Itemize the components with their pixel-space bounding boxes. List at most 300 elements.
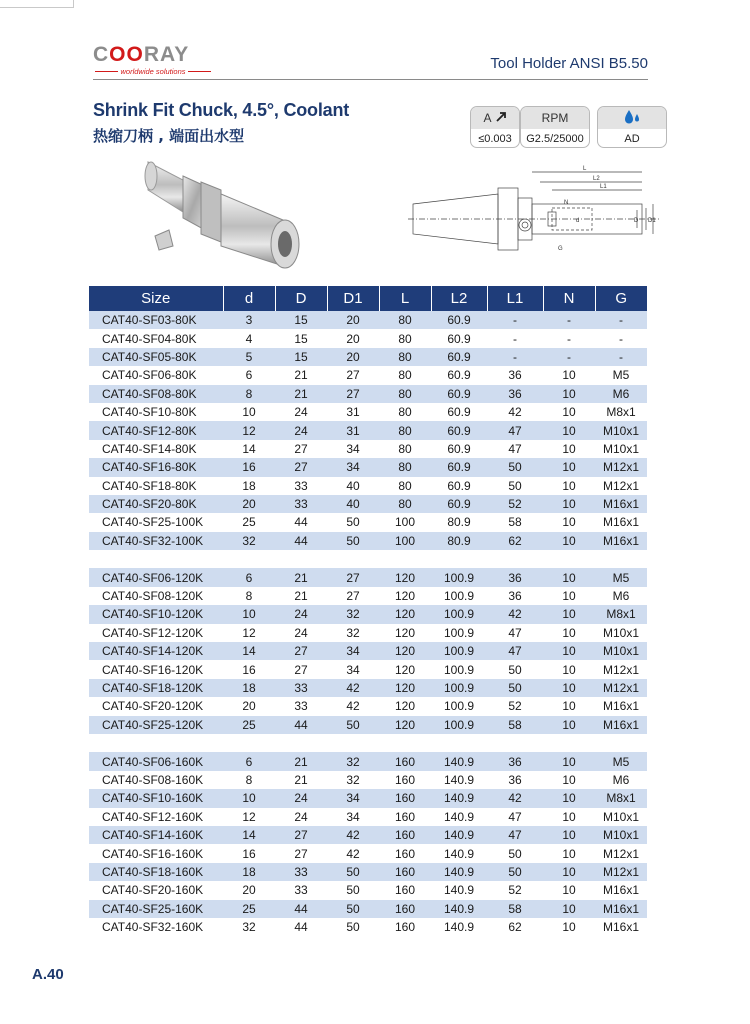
table-cell: CAT40-SF25-100K — [102, 515, 204, 530]
table-cell: 47 — [487, 421, 543, 439]
table-cell: 80 — [398, 405, 412, 420]
table-cell: 50 — [487, 679, 543, 697]
spec-coolant: AD — [597, 106, 667, 148]
table-cell: 34 — [327, 642, 379, 660]
header-divider — [93, 79, 648, 80]
table-cell: 140.9 — [431, 826, 487, 844]
table-cell: M5 — [612, 368, 630, 383]
table-cell: 80 — [398, 331, 412, 346]
table-cell: 60.9 — [431, 385, 487, 403]
table-cell: 34 — [346, 662, 360, 677]
table-cell: CAT40-SF25-160K — [89, 900, 223, 918]
table-cell: CAT40-SF10-80K — [102, 405, 197, 420]
logo-tagline: worldwide solutions — [93, 67, 213, 76]
table-cell: 80 — [379, 348, 431, 366]
table-cell: 20 — [223, 495, 275, 513]
table-cell: 10 — [562, 405, 576, 420]
table-cell: 31 — [327, 421, 379, 439]
table-cell: 10 — [543, 532, 595, 550]
table-cell: 10 — [562, 809, 576, 824]
table-cell: 10 — [543, 789, 595, 807]
table-cell: M16x1 — [595, 900, 647, 918]
table-cell: 160 — [379, 900, 431, 918]
table-cell: M5 — [595, 568, 647, 586]
table-cell: 44 — [275, 532, 327, 550]
table-cell: 80 — [379, 311, 431, 329]
table-cell: CAT40-SF04-80K — [102, 331, 197, 346]
table-cell: 18 — [223, 679, 275, 697]
table-cell: M10x1 — [595, 642, 647, 660]
table-cell: 60.9 — [447, 368, 471, 383]
table-cell: 50 — [508, 662, 522, 677]
logo-wordmark: COORAY — [93, 43, 190, 66]
table-cell: 140.9 — [431, 752, 487, 770]
table-cell: 80.9 — [447, 515, 471, 530]
table-cell: 6 — [245, 368, 253, 383]
table-cell: M16x1 — [602, 920, 640, 935]
table-cell: M16x1 — [602, 883, 640, 898]
table-cell: 50 — [346, 920, 360, 935]
table-cell: 16 — [223, 458, 275, 476]
table-row — [89, 808, 647, 826]
table-cell: CAT40-SF08-80K — [89, 385, 223, 403]
table-cell: 80 — [379, 458, 431, 476]
table-cell: 80 — [379, 421, 431, 439]
table-cell: 21 — [275, 385, 327, 403]
table-cell: CAT40-SF20-160K — [102, 883, 204, 898]
table-row — [89, 385, 647, 403]
table-cell: 14 — [223, 642, 275, 660]
table-cell: 10 — [242, 405, 256, 420]
table-cell: 42 — [487, 789, 543, 807]
table-cell: 15 — [275, 311, 327, 329]
table-cell: 27 — [294, 662, 308, 677]
table-cell: 120 — [379, 568, 431, 586]
table-cell: M10x1 — [602, 441, 640, 456]
table-row — [89, 348, 647, 366]
table-row — [89, 863, 647, 881]
table-cell: - — [513, 331, 517, 346]
table-row — [89, 568, 647, 586]
table-cell: 140.9 — [443, 809, 475, 824]
table-cell: 10 — [562, 478, 576, 493]
table-cell: 80 — [398, 441, 412, 456]
table-row — [89, 587, 647, 605]
table-cell: 10 — [562, 441, 576, 456]
table-cell: 24 — [275, 605, 327, 623]
table-cell: 24 — [294, 625, 308, 640]
table-cell: 10 — [543, 605, 595, 623]
table-cell: 140.9 — [443, 772, 475, 787]
table-cell: 21 — [294, 368, 308, 383]
table-cell: 120 — [379, 605, 431, 623]
table-cell: 20 — [242, 883, 256, 898]
table-cell: 80 — [379, 495, 431, 513]
table-cell: 120 — [394, 662, 416, 677]
table-cell: M12x1 — [602, 478, 640, 493]
table-cell: 80 — [398, 478, 412, 493]
table-cell: M12x1 — [595, 679, 647, 697]
table-cell: - — [543, 348, 595, 366]
table-cell: 33 — [275, 495, 327, 513]
table-cell: 60.9 — [447, 331, 471, 346]
table-cell: 27 — [327, 568, 379, 586]
table-cell: 34 — [327, 789, 379, 807]
table-cell: 34 — [327, 458, 379, 476]
table-cell: M8x1 — [595, 789, 647, 807]
table-cell: 10 — [562, 515, 576, 530]
table-cell: 100.9 — [443, 699, 475, 714]
table-cell: 10 — [543, 752, 595, 770]
table-cell: 33 — [294, 478, 308, 493]
table-cell: M6 — [595, 385, 647, 403]
col-header-D: D — [275, 286, 327, 311]
table-cell: M10x1 — [602, 625, 640, 640]
table-row — [89, 900, 647, 918]
table-cell: M16x1 — [595, 495, 647, 513]
table-cell: M16x1 — [595, 716, 647, 734]
table-header-row — [89, 286, 647, 311]
table-row — [89, 403, 647, 421]
table-cell: 140.9 — [443, 883, 475, 898]
table-row — [89, 366, 647, 384]
runout-arrow-icon — [495, 111, 507, 126]
table-cell: 10 — [562, 368, 576, 383]
table-cell: 32 — [223, 532, 275, 550]
table-cell: CAT40-SF14-80K — [102, 441, 197, 456]
spacer-cell — [89, 550, 647, 568]
table-cell: 27 — [275, 826, 327, 844]
table-cell: 160 — [394, 809, 416, 824]
table-cell: 52 — [508, 699, 522, 714]
table-cell: CAT40-SF08-120K — [102, 589, 204, 604]
table-cell: 60.9 — [447, 478, 471, 493]
coolant-drops-icon — [622, 109, 642, 128]
table-cell: 8 — [223, 385, 275, 403]
table-cell: 10 — [543, 900, 595, 918]
table-cell: M6 — [612, 589, 630, 604]
table-row — [89, 881, 647, 899]
table-cell: - — [619, 331, 623, 346]
table-cell: 80.9 — [431, 532, 487, 550]
table-cell: 100.9 — [443, 625, 475, 640]
table-row — [89, 477, 647, 495]
table-cell: 100.9 — [431, 568, 487, 586]
table-cell: 160 — [379, 826, 431, 844]
col-header-d: d — [223, 286, 275, 311]
table-row — [89, 329, 647, 347]
table-cell: CAT40-SF06-80K — [102, 368, 197, 383]
table-cell: CAT40-SF20-120K — [102, 699, 204, 714]
document-title: Tool Holder ANSI B5.50 — [490, 55, 648, 72]
table-row — [89, 918, 647, 936]
drawing-label-D: D — [634, 218, 639, 224]
table-cell: 15 — [294, 331, 308, 346]
table-cell: M10x1 — [602, 809, 640, 824]
table-cell: 16 — [242, 662, 256, 677]
table-cell: 100.9 — [443, 589, 475, 604]
table-cell: 160 — [394, 772, 416, 787]
table-cell: 10 — [223, 789, 275, 807]
table-cell: CAT40-SF16-80K — [89, 458, 223, 476]
table-cell: - — [487, 348, 543, 366]
table-cell: 24 — [294, 809, 308, 824]
table-row — [89, 421, 647, 439]
table-cell: M12x1 — [595, 863, 647, 881]
table-cell: 44 — [294, 515, 308, 530]
table-cell: 100.9 — [443, 662, 475, 677]
table-cell: - — [543, 311, 595, 329]
table-cell: CAT40-SF20-80K — [89, 495, 223, 513]
table-cell: CAT40-SF25-120K — [89, 716, 223, 734]
table-cell: 36 — [508, 368, 522, 383]
table-row — [89, 844, 647, 862]
col-header-L: L — [379, 286, 431, 311]
table-row — [89, 716, 647, 734]
table-cell: 50 — [508, 846, 522, 861]
table-cell: - — [595, 348, 647, 366]
table-cell: M8x1 — [606, 405, 636, 420]
table-cell: 10 — [562, 625, 576, 640]
table-cell: 10 — [562, 589, 576, 604]
table-cell: CAT40-SF16-160K — [102, 846, 204, 861]
table-cell: 40 — [327, 495, 379, 513]
table-cell: 100.9 — [431, 605, 487, 623]
table-cell: 6 — [223, 752, 275, 770]
col-header-N: N — [543, 286, 595, 311]
table-cell: 60.9 — [447, 441, 471, 456]
table-cell: 10 — [562, 920, 576, 935]
table-cell: 24 — [294, 405, 308, 420]
table-cell: - — [567, 331, 571, 346]
drawing-label-N: N — [564, 200, 569, 206]
table-row — [89, 624, 647, 642]
table-row — [89, 458, 647, 476]
table-cell: 80 — [398, 368, 412, 383]
table-cell: 8 — [245, 772, 253, 787]
table-cell: 36 — [487, 568, 543, 586]
table-cell: 14 — [223, 826, 275, 844]
table-cell: CAT40-SF32-160K — [102, 920, 204, 935]
col-header-L1: L1 — [487, 286, 543, 311]
table-cell: 20 — [346, 331, 360, 346]
table-cell: 10 — [543, 863, 595, 881]
table-cell: - — [595, 311, 647, 329]
table-cell: CAT40-SF05-80K — [89, 348, 223, 366]
table-cell: M16x1 — [602, 515, 640, 530]
table-cell: 50 — [327, 900, 379, 918]
table-cell: 27 — [346, 589, 360, 604]
table-cell: 10 — [562, 772, 576, 787]
group-spacer-row — [89, 550, 647, 568]
table-cell: 36 — [508, 589, 522, 604]
table-cell: 100 — [394, 515, 416, 530]
table-cell: CAT40-SF18-160K — [89, 863, 223, 881]
table-cell: 42 — [327, 826, 379, 844]
table-cell: 24 — [275, 789, 327, 807]
table-cell: 120 — [394, 589, 416, 604]
table-cell: 120 — [394, 699, 416, 714]
table-body — [89, 311, 647, 936]
table-cell: 32 — [346, 625, 360, 640]
table-cell: M12x1 — [602, 662, 640, 677]
table-cell: 32 — [242, 920, 256, 935]
table-cell: 14 — [242, 441, 256, 456]
table-row — [89, 826, 647, 844]
table-cell: 36 — [487, 752, 543, 770]
table-cell: CAT40-SF16-120K — [102, 662, 204, 677]
spec-table — [89, 286, 647, 936]
table-cell: CAT40-SF06-120K — [89, 568, 223, 586]
drawing-label-L2: L2 — [593, 176, 600, 182]
table-cell: 62 — [487, 532, 543, 550]
table-cell: 44 — [275, 900, 327, 918]
table-cell: 10 — [543, 421, 595, 439]
table-cell: 27 — [275, 642, 327, 660]
table-row — [89, 660, 647, 678]
product-photo — [143, 150, 313, 278]
table-cell: 140.9 — [431, 789, 487, 807]
table-row — [89, 311, 647, 329]
technical-drawing — [408, 160, 660, 278]
table-cell: 44 — [275, 716, 327, 734]
table-cell: 58 — [487, 900, 543, 918]
table-cell: 10 — [562, 846, 576, 861]
table-cell: 10 — [543, 826, 595, 844]
table-cell: 36 — [508, 772, 522, 787]
table-cell: 21 — [275, 568, 327, 586]
table-cell: 12 — [242, 625, 256, 640]
table-cell: 20 — [327, 311, 379, 329]
table-cell: 10 — [562, 883, 576, 898]
table-cell: 100.9 — [431, 679, 487, 697]
col-header-size: Size — [89, 286, 223, 311]
table-cell: 120 — [379, 642, 431, 660]
table-cell: 10 — [543, 495, 595, 513]
table-cell: 12 — [242, 809, 256, 824]
table-cell: 160 — [394, 883, 416, 898]
table-cell: 47 — [487, 826, 543, 844]
table-cell: 18 — [223, 863, 275, 881]
table-cell: 120 — [379, 679, 431, 697]
table-cell: 60.9 — [431, 311, 487, 329]
table-cell: 34 — [346, 809, 360, 824]
table-cell: 27 — [294, 441, 308, 456]
table-cell: 24 — [275, 421, 327, 439]
table-cell: 50 — [327, 532, 379, 550]
table-cell: 12 — [223, 421, 275, 439]
table-cell: 4 — [245, 331, 253, 346]
table-cell: 50 — [487, 458, 543, 476]
table-cell: 44 — [294, 920, 308, 935]
table-cell: 25 — [242, 515, 256, 530]
table-cell: 140.9 — [443, 846, 475, 861]
table-cell: 21 — [294, 589, 308, 604]
table-row — [89, 789, 647, 807]
table-cell: 10 — [543, 716, 595, 734]
spacer-cell — [89, 734, 647, 752]
product-title: Shrink Fit Chuck, 4.5°, Coolant — [93, 100, 350, 120]
table-cell: 47 — [508, 625, 522, 640]
page-number: A.40 — [32, 966, 64, 983]
table-cell: 10 — [562, 662, 576, 677]
table-cell: 33 — [294, 883, 308, 898]
table-row — [89, 697, 647, 715]
table-cell: 160 — [394, 846, 416, 861]
table-cell: 16 — [242, 846, 256, 861]
table-cell: 50 — [327, 716, 379, 734]
table-cell: 6 — [223, 568, 275, 586]
table-cell: 20 — [242, 699, 256, 714]
table-cell: 40 — [346, 478, 360, 493]
table-cell: CAT40-SF10-120K — [89, 605, 223, 623]
table-cell: 58 — [487, 716, 543, 734]
table-cell: 33 — [275, 679, 327, 697]
table-cell: 42 — [508, 405, 522, 420]
corner-tab — [0, 0, 74, 8]
table-cell: 47 — [508, 809, 522, 824]
table-cell: M10x1 — [595, 421, 647, 439]
table-cell: 60.9 — [447, 405, 471, 420]
drawing-label-G: G — [558, 246, 563, 252]
table-cell: 10 — [543, 679, 595, 697]
table-cell: 27 — [294, 846, 308, 861]
table-cell: M16x1 — [595, 532, 647, 550]
table-cell: 10 — [543, 642, 595, 660]
table-row — [89, 752, 647, 770]
table-cell: 120 — [394, 625, 416, 640]
table-cell: 47 — [487, 642, 543, 660]
table-cell: M10x1 — [595, 826, 647, 844]
table-cell: M12x1 — [595, 458, 647, 476]
table-cell: 5 — [223, 348, 275, 366]
table-cell: 10 — [223, 605, 275, 623]
table-cell: 32 — [346, 772, 360, 787]
table-cell: 62 — [508, 920, 522, 935]
drawing-label-L1: L1 — [600, 184, 607, 190]
table-cell: 160 — [379, 789, 431, 807]
table-cell: 33 — [275, 863, 327, 881]
table-row — [89, 532, 647, 550]
table-cell: 25 — [223, 716, 275, 734]
table-cell: CAT40-SF32-100K — [89, 532, 223, 550]
table-row — [89, 679, 647, 697]
spec-runout: A ≤0.003 — [470, 106, 520, 148]
table-cell: 100.9 — [431, 716, 487, 734]
table-cell: 52 — [487, 495, 543, 513]
table-cell: 42 — [487, 605, 543, 623]
table-cell: 27 — [275, 458, 327, 476]
table-cell: 140.9 — [431, 863, 487, 881]
table-cell: 21 — [294, 772, 308, 787]
table-cell: 33 — [294, 699, 308, 714]
table-cell: CAT40-SF18-80K — [102, 478, 197, 493]
table-cell: CAT40-SF12-120K — [102, 625, 204, 640]
cooray-logo — [93, 44, 213, 78]
table-cell: 10 — [562, 699, 576, 714]
table-cell: 20 — [327, 348, 379, 366]
group-spacer-row — [89, 734, 647, 752]
table-cell: CAT40-SF08-160K — [102, 772, 204, 787]
table-cell: 60.9 — [431, 421, 487, 439]
table-cell: 42 — [346, 846, 360, 861]
table-cell: 32 — [327, 752, 379, 770]
table-cell: 18 — [242, 478, 256, 493]
table-cell: 27 — [346, 368, 360, 383]
table-cell: 42 — [346, 699, 360, 714]
drawing-label-L: L — [583, 166, 587, 172]
table-cell: M6 — [612, 772, 630, 787]
